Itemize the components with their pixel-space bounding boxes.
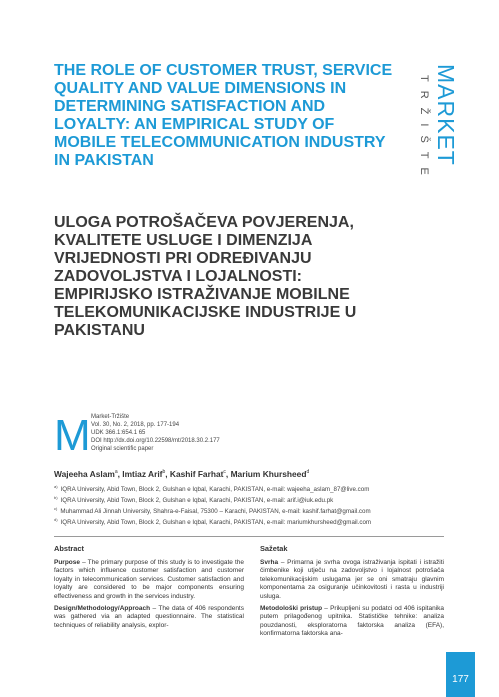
abstract-purpose-text: – The primary purpose of this study is to investigate the factors which influence customer satisfaction and customer loyalty in telecommunication services. Customer satisfaction and loyalty are considered to be major components ensuring effectiveness and growth in the services industry. — [54, 558, 244, 600]
affiliation-text: IQRA University, Abid Town, Block 2, Gulshan e Iqbal, Karachi, PAKISTAN, e-mail: mariumkhursheed@gmail.com — [60, 519, 372, 527]
brand-subword: TRŽIŠTE — [418, 75, 430, 184]
journal-volume: Vol. 30, No. 2, 2018, pp. 177-194 — [91, 422, 180, 428]
author-sup: d — [306, 469, 310, 476]
abstract-heading: Abstract — [54, 544, 84, 553]
market-trziste-logo — [420, 58, 460, 220]
journal-logo-letter: M — [54, 411, 91, 460]
sazetak-svrha-label: Svrha — [260, 558, 279, 566]
paper-type: Original scientific paper — [91, 446, 154, 452]
sazetak-heading: Sažetak — [260, 544, 288, 553]
journal-name: Market-Tržište — [91, 414, 130, 420]
sazetak-svrha — [260, 559, 444, 602]
article-title-croatian: ULOGA POTROŠAČEVA POVJERENJA, KVALITETE USLUGE I DIMENZIJA VRIJEDNOSTI PRI ODREĐIVANJU ZADOVOLJSTVA I LOJALNOSTI: EMPIRIJSKO ISTRAŽIVANJE MOBILNE TELEKOMUNIKACIJSKE INDUSTRIJE U PAKISTANU — [54, 214, 357, 339]
affiliation-sup: a) — [54, 484, 58, 489]
affiliation — [54, 506, 371, 515]
affiliation-sup: d) — [54, 517, 58, 522]
section-divider — [54, 536, 444, 537]
journal-info — [91, 413, 220, 453]
page-number-tab — [446, 652, 475, 697]
affiliation-text: IQRA University, Abid Town, Block 2, Gulshan e Iqbal, Karachi, PAKISTAN, e-mail: arif.i@iuk.edu.pk — [60, 497, 334, 505]
sazetak-column — [260, 545, 444, 642]
author-list: Wajeeha Aslam$^a$, Imtiaz Arif$^b$, Kashif Farhat$^c$, Marium Khursheed$^d$ — [54, 469, 310, 479]
abstract-purpose — [54, 559, 244, 602]
brand-word: MARKET — [433, 64, 459, 166]
sazetak-metodologija-text: – Prikupljeni su podatci od 406 ispitanika putem prilagođenog upitnika. Statističke tehnike: analiza pouzdanosti, eksploratorna faktorska analiza (EFA), konfirmatorna faktorska ana- — [260, 604, 444, 638]
sazetak-metodologija — [260, 605, 444, 639]
journal-doi-link[interactable]: DOI http://dx.doi.org/10.22598/mt/2018.30.2.177 — [91, 438, 220, 444]
affiliation-text: IQRA University, Abid Town, Block 2, Gulshan e Iqbal, Karachi, PAKISTAN, e-mail: wajeeha_aslam_87@live.com — [60, 486, 370, 494]
article-title-english: THE ROLE OF CUSTOMER TRUST, SERVICE QUALITY AND VALUE DIMENSIONS IN DETERMINING SATISFACTION AND LOYALTY: AN EMPIRICAL STUDY OF MOBILE TELECOMMUNICATION INDUSTRY IN PAKISTAN — [54, 62, 393, 169]
author-sup: c — [223, 469, 226, 476]
affiliation — [54, 484, 369, 493]
author-sup: b — [162, 469, 166, 476]
affiliation-sup: c) — [54, 506, 58, 511]
sazetak-svrha-text: – Primarna je svrha ovoga istraživanja ispitati i istražiti čimbenike koji utječu na zadovoljstvo i lojalnost potrošača telekomunikacijskim uslugama jer se oni smatraju glavnim komponentama za osiguranje učinkovitosti i rasta u industriji usluga. — [260, 558, 444, 600]
abstract-design-label: Design/Methodology/Approach — [54, 604, 151, 612]
author-name: Marium Khursheed — [230, 469, 307, 479]
affiliation — [54, 495, 333, 504]
affiliation-text: Muhammad Ali Jinnah University, Shahra-e-Faisal, 75300 – Karachi, PAKISTAN, e-mail: kashif.farhat@gmail.com — [60, 508, 371, 516]
journal-m-logo — [54, 410, 91, 460]
affiliation-sup: b) — [54, 495, 58, 500]
journal-udk: UDK 366.1:654.1 65 — [91, 430, 146, 436]
author-name: Imtiaz Arif — [122, 469, 163, 479]
author-sup: a — [114, 469, 118, 476]
abstract-purpose-label: Purpose — [54, 558, 81, 566]
sazetak-metodologija-label: Metodološki pristup — [260, 604, 323, 612]
page-number: 177 — [452, 674, 469, 685]
abstract-design — [54, 605, 244, 631]
author-name: Wajeeha Aslam — [54, 469, 115, 479]
abstract-column — [54, 545, 244, 633]
author-name: Kashif Farhat — [169, 469, 224, 479]
affiliation — [54, 517, 371, 526]
abstract-design-text: – The data of 406 respondents was gathered via an adapted questionnaire. The statistical techniques of reliability analysis, explor- — [54, 604, 244, 629]
